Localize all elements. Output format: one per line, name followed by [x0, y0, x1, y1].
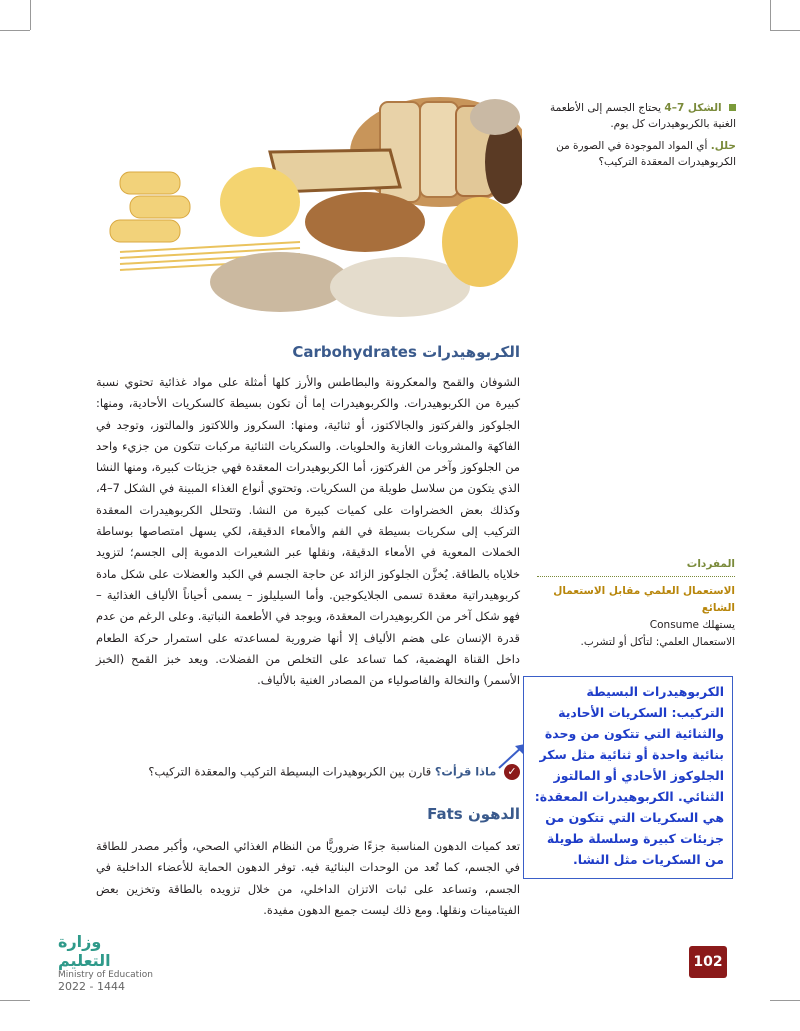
crop-mark: [770, 1000, 800, 1001]
section-heading-carbohydrates: الكربوهيدرات Carbohydrates: [292, 343, 520, 361]
crop-mark: [770, 30, 800, 31]
checkmark-icon: ✓: [504, 764, 520, 780]
figure-label: الشكل 7–4: [664, 102, 722, 114]
page-number-badge: 102: [689, 946, 727, 978]
bullet-square-icon: [729, 104, 736, 111]
edition-year: 2022 - 1444: [58, 980, 125, 993]
analyze-question: أي المواد الموجودة في الصورة من الكربوهيدرات المعقدة التركيب؟: [556, 140, 736, 168]
vocabulary-box: [537, 556, 735, 651]
section-heading-fats: الدهون Fats: [427, 805, 520, 823]
carbohydrate-foods-photo: [100, 92, 522, 318]
vocabulary-word: يستهلك Consume: [649, 619, 735, 631]
answer-note: الكربوهيدرات البسيطة التركيب: السكريات الأحادية والثنائية التي تتكون من وحدة بنائية واحدة أو ثنائية مثل سكر الجلوكوز الأحادي أو المالتوز الثنائي. الكربوهيدرات المعقدة: هي السكريات التي تتكون من جزيئات كبيرة وسلسلة طويلة من السكريات مثل النشا.: [523, 676, 733, 879]
crop-mark: [0, 1000, 30, 1001]
carbohydrates-paragraph: الشوفان والقمح والمعكرونة والبطاطس والأرز كلها أمثلة على مواد غذائية تحتوي نسبة كبيرة من الكربوهيدرات. والكربوهيدرات إما أن تكون بسيطة كالسكريات الأحادية، ومنها: الجلوكوز والفركتوز والجالاكتوز، أو ثنائية، ومنها: السكروز واللاكتوز والمالتوز، وتوجد في الفاكهة والمشروبات الغازية والحلويات. والسكريات الثنائية مركبات تتكون من جزيء واحد من الجلوكوز وآخر من الفركتوز، أما الكربوهيدرات المعقدة فهي جزيئات كبيرة، ومنها النشا الذي يتكون من سلاسل طويلة من السكريات. وتحتوي أنواع الغذاء المبينة في الشكل 7–4، وكذلك بعض الخضراوات على كميات كبيرة من النشا. وتتحلل الكربوهيدرات المعقدة التركيب إلى سكريات بسيطة في الفم والأمعاء الدقيقة، لكي يسهل امتصاصها بوساطة الخملات المعوية في الأمعاء الدقيقة، ونقلها عبر الشعيرات الدموية إلى الجسم؛ لتزويد خلاياه بالطاقة. يُخزَّن الجلوكوز الزائد عن حاجة الجسم في الكبد والعضلات على شكل مادة كربوهيدراتية معقدة تسمى الجلايكوجين. وأما السيليلوز – يسمى أحياناً الألياف الغذائية – فهو شكل آخر من الكربوهيدرات المعقدة، ويوجد في الأطعمة النباتية. وعلى الرغم من عدم قدرة الإنسان على هضم الألياف إلا أنها ضرورية لمساعدته على استمرار حركة الطعام داخل القناة الهضمية، كما تساعد على التخلص من الفضلات. ويعد خبز القمح (الخبز الأسمر) والنخالة والفاصولياء من المصادر الغنية بالألياف.: [96, 375, 520, 688]
ministry-logo: [58, 932, 158, 993]
reading-check: [96, 764, 520, 780]
figure-caption-text: يحتاج الجسم إلى الأطعمة الغنية بالكربوهيدرات كل يوم.: [550, 102, 736, 130]
reading-check-label: ماذا قرأت؟: [434, 764, 497, 779]
vocabulary-title: المفردات: [537, 556, 735, 577]
vocabulary-definition: الاستعمال العلمي: لتأكل أو لتشرب.: [580, 636, 735, 648]
ministry-name-ar: وزارة التعليم: [58, 932, 111, 970]
crop-mark: [0, 30, 30, 31]
vocabulary-subtitle: الاستعمال العلمي مقابل الاستعمال الشائع: [553, 585, 735, 614]
analyze-label: حلل.: [710, 140, 736, 152]
figure-caption: [540, 100, 736, 170]
reading-check-question: قارن بين الكربوهيدرات البسيطة التركيب والمعقدة التركيب؟: [148, 764, 432, 779]
crop-mark: [770, 0, 771, 30]
fats-paragraph: تعد كميات الدهون المناسبة جزءًا ضروريًّا من النظام الغذائي الصحي، وأكبر مصدر للطاقة في الجسم، كما تُعد من الوحدات البنائية فيه. توفر الدهون الحماية للأعضاء الداخلية في الجسم، وتساعد على ثبات الاتزان الداخلي، من خلال تزويده بالطاقة وتخزين بعض الفيتامينات ونقلها. ومع ذلك ليست جميع الدهون مفيدة.: [96, 839, 520, 917]
crop-mark: [30, 0, 31, 30]
ministry-name-en: Ministry of Education: [58, 970, 153, 980]
